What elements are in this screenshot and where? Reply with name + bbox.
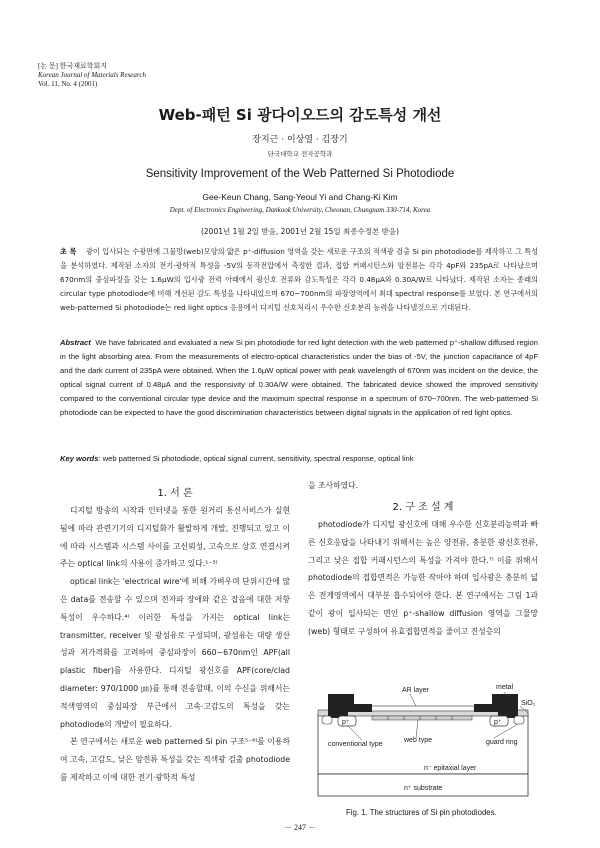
affiliation-english: Dept. of Electronics Engineering, Dankook University, Cheonan, Chungnam 330-714, Korea [169, 206, 431, 214]
label-p-plus-right: p⁺ [494, 719, 502, 726]
label-p-plus-left: p⁺ [342, 719, 350, 726]
web-p-plus-stripes [372, 716, 472, 720]
abstract-korean-text: 광이 입사되는 수광면에 그물망(web)모양의 얇은 p⁺-diffusion 영역을 갖는 새로운 구조의 적색광 검출 Si pin photodiode를 제작하고 그 특성을 분석하였다. 제작된 소자의 전기·광학적 특성을 -5V의 동작전압에서 측정한 결과, 접합 커패시턴스와 암전류는 각각 4pF와 235pA로 나타났으며 670nm의 중심파장을 갖는 1.6μW의 입사광 전력 아래에서 광신호 전류와 감도특성은 각각 0.48μA와 0.30A/W로 나타났다. 제작된 소자는 종래의 circular type photodiode에 비해 개선된 감도 특성을 나타내었으며 670~700nm의 파장영역에서 최대 spectral response를 보였다. 본 연구에서의 web-patterned Si photodiode는 red light optics 응용에서 디지털 신호처리시 우수한 신호분리 능력을 나타낼것으로 기대된다. [60, 247, 539, 312]
abstract-english-text: We have fabricated and evaluated a new Si pin photodiode for red light detection with the web patterned p⁺-shallow diffused region in the light absorbing area. From the measurements of electro-optical characteristics under the bias of -5V, the junction capacitance of 4pF and the dark current of 235pA were obtained. When the 1.6μW optical power with peak wavelength of 670nm was incident on the device, the optical signal current of 0.48μA and the responsivity of 0.30A/W were obtained. The fabricated device showed the improved sensitivity compared to the conventional circular type device and the maximum spectral response in a spectrum of 670~700nm. The web-patterned Si photodiode can be expected to have the good discrimination characteristics between digital signals in the application of red light optics. [60, 338, 538, 417]
section-1-paragraph-3: 본 연구에서는 새로운 web patterned Si pin 구조⁵⁻⁶⁾를 이용하여 고속, 고감도, 낮은 암전류 특성을 갖는 적색광 검출 photodiode를 제작하고 이에 대한 전기·광학적 특성 [60, 737, 290, 782]
section-1-paragraph-2: optical link는 'electrical wire'에 비해 가벼우며 단위시간에 많은 data를 전송할 수 있으며 전자파 장애와 같은 잡음에 대한 저항특성이 우수하다.⁴⁾ 이러한 특성을 가지는 optical link는 transmitter, receiver 및 광섬유로 구성되며, 광섬유는 대량 생산성과 저가격화를 고려하여 중심파장이 660~670nm인 APF(all plastic fiber)를 사용한다. 디지털 광신호를 APF(core/clad diameter: 970/1000 ㎛)를 통해 전송할때, 이의 수신을 위해서는 적색영역의 중심파장 부근에서 고속·고감도의 특성을 갖는 photodiode의 개발이 필요하다. [60, 577, 290, 729]
label-guard-ring: guard ring [486, 739, 518, 746]
journal-header [38, 62, 146, 89]
journal-line-1: [논 문] 한국재료학회지 [38, 62, 108, 70]
figure-1-caption: Fig. 1. The structures of Si pin photodiodes. [346, 808, 497, 817]
column-2-continuation: 을 조사하였다. [308, 481, 359, 490]
label-ar-layer: AR layer [402, 687, 429, 694]
section-2-paragraph: photodiode가 디지털 광신호에 대해 우수한 신호분리능력과 빠른 신호응답을 나타내기 위해서는 높은 양전류, 충분한 광신호전류, 그리고 낮은 접합 커패시턴스의 특성을 가져야 한다.⁷⁾ 이를 위해서 photodiode의 접합면적은 가능한 작아야 하며 입사광은 충분히 넓은 전계영역에서 대부분 흡수되어야 한다. 본 연구에서는 그림 1과 같이 광이 입사되는 면인 p⁺-shallow diffusion 영역을 그물망(web) 형태로 구성하여 유효접합면적을 줄이고 진성층의 [308, 520, 538, 636]
title-korean: Web-패턴 Si 광다이오드의 감도특성 개선 [158, 106, 442, 124]
page-number: － 247 － [284, 823, 316, 832]
label-metal: metal [496, 684, 514, 691]
section-1-paragraph-1: 디지털 방송의 시작과 인터넷을 통한 원거리 통신서비스가 실현됨에 따라 관련기기의 디지털화가 활발하게 개발, 진행되고 있고 이에 따라 시스템과 시스템 사이를 고신뢰성, 고속으로 상호 연결시켜주는 optical link의 사용이 증가하고 있다.¹⁻³⁾ [60, 506, 290, 569]
keywords-label: Key words [60, 454, 99, 463]
affiliation-korean: 단국대학교 전자공학과 [267, 150, 333, 158]
label-web-type: web type [404, 737, 433, 744]
label-conventional-type: conventional type [328, 741, 383, 748]
title-english: Sensitivity Improvement of the Web Patterned Si Photodiode [145, 168, 455, 180]
section-1-heading: 1. 서 론 [157, 488, 193, 499]
section-2-body [308, 516, 538, 641]
journal-line-2: Korean Journal of Materials Research [38, 71, 146, 79]
authors-english: Gee-Keun Chang, Sang-Yeoul Yi and Chang-Ki Kim [202, 192, 398, 202]
ar-layer [370, 706, 476, 711]
abstract-english [60, 336, 538, 420]
journal-line-3: Vol. 11, No. 4 (2001) [38, 80, 98, 88]
figure-1-diagram [308, 680, 540, 806]
guard-ring-right [514, 716, 524, 724]
label-epitaxial-layer: n⁻ epitaxial layer [424, 765, 477, 772]
abstract-korean [60, 245, 538, 315]
label-sio2: SiO₂ [521, 700, 536, 707]
received-dates: (2001년 1월 2일 받음, 2001년 2월 15일 최종수정본 받음) [200, 227, 399, 236]
abstract-korean-label: 초 록 [60, 247, 77, 256]
guard-ring-left [322, 716, 332, 724]
section-2-heading: 2. 구 조 설 계 [392, 502, 454, 513]
abstract-english-label: Abstract [60, 338, 91, 347]
authors-korean: 장지근 · 이상열 · 김장기 [252, 135, 348, 145]
section-1-body [60, 502, 290, 787]
keywords [60, 454, 538, 463]
label-substrate: n⁺ substrate [404, 785, 443, 792]
keywords-text: : web patterned Si photodiode, optical signal current, sensitivity, spectral response, optical link [98, 454, 414, 463]
